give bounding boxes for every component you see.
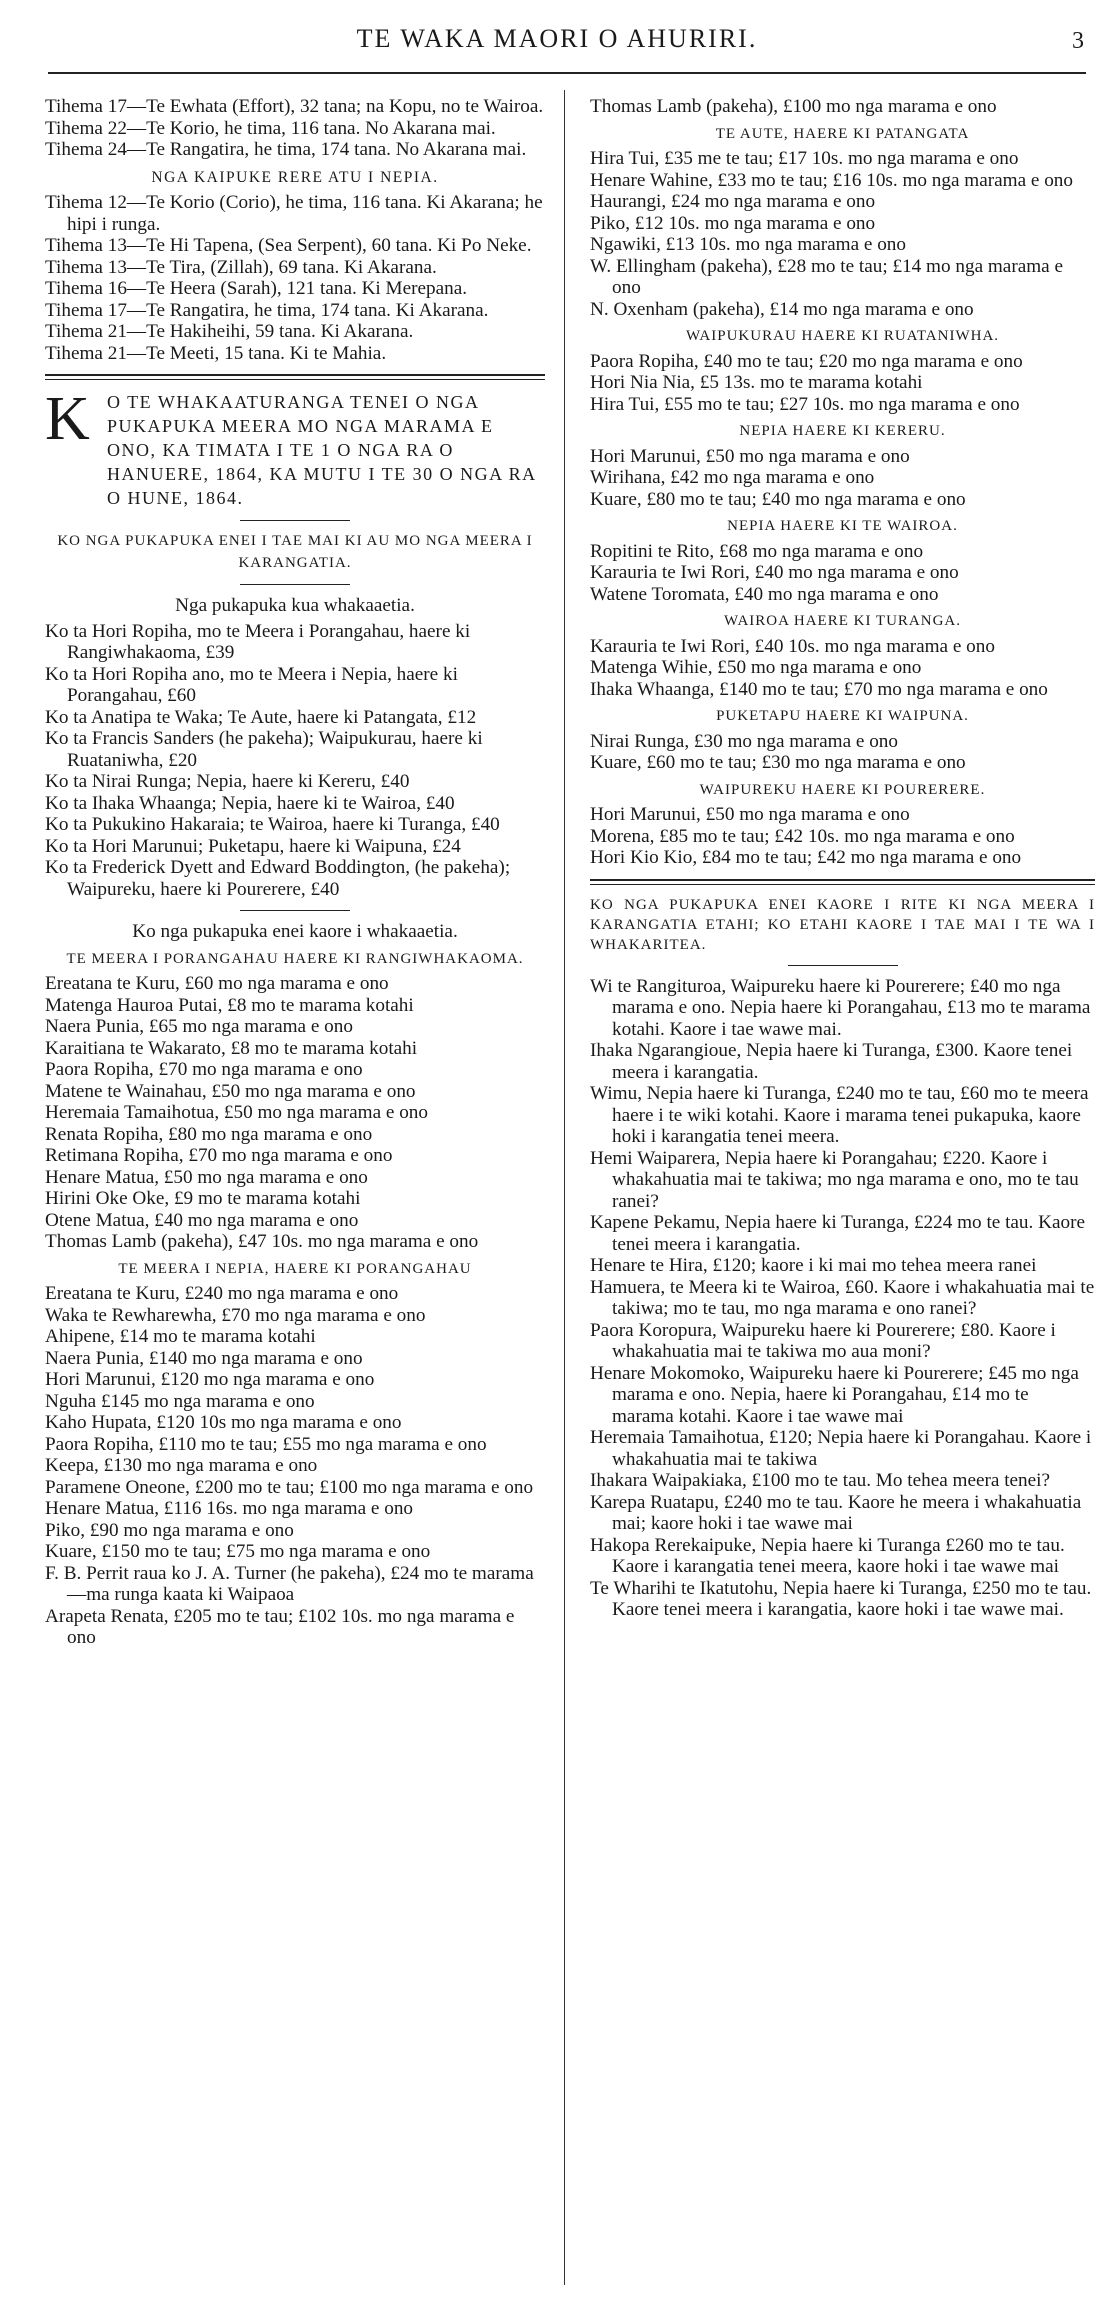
route-list [590,351,1095,416]
approved-entry: Ko ta Hori Ropiha, mo te Meera i Porangahau, haere ki Rangiwhakaoma, £39 [45,620,471,663]
bid-entry: Hori Marunui, £50 mo nga marama e ono [590,445,910,467]
bid-entry: Piko, £12 10s. mo nga marama e ono [590,212,876,234]
column-divider [564,90,565,2285]
bid-entry: Nguha £145 mo nga marama e ono [45,1390,315,1412]
late-list [590,976,1095,1621]
late-entry: Wi te Rangituroa, Waipureku haere ki Pourerere; £40 mo nga marama e ono. Nepia haere ki Porangahau, £13 mo te marama kotahi. Kaore i tae wawe mai. [590,975,1091,1040]
approved-heading: Nga pukapuka kua whakaaetia. [175,595,415,616]
drop-cap: K [45,385,92,453]
departure-entry: Tihema 16—Te Heera (Sarah), 121 tana. Ki Merepana. [45,278,468,299]
route-list [590,804,1095,869]
departures-list [45,192,545,364]
bid-entry: F. B. Perrit raua ko J. A. Turner (he pakeha), £24 mo te marama—ma runga kaata ki Waipaoa [45,1562,534,1605]
bid-entry: Ihaka Whaanga, £140 mo te tau; £70 mo nga marama e ono [590,678,1048,700]
route-heading: WAIPUREKU HAERE KI POURERERE. [699,781,986,798]
page-header [0,0,1114,70]
received-heading: KO NGA PUKAPUKA ENEI I TAE MAI KI AU MO NGA MEERA I KARANGATIA. [57,533,533,571]
bid-entry: Matenga Wihie, £50 mo nga marama e ono [590,657,922,678]
bid-entry: Henare Matua, £116 16s. mo nga marama e ono [45,1498,414,1519]
mail-notice [45,385,545,510]
section-rule [45,374,545,380]
short-rule [240,520,350,521]
late-entry: Hakopa Rerekaipuke, Nepia haere ki Turanga £260 mo te tau. Kaore i karangatia tenei meera, kaore hoki i tae wawe mai [590,1534,1065,1577]
late-entry: Henare Mokomoko, Waipureku haere ki Pourerere; £45 mo nga marama e ono. Nepia, haere ki Porangahau, £14 mo te marama kotahi. Kaore i tae wawe mai [590,1362,1079,1427]
bid-entry: Piko, £90 mo nga marama e ono [45,1519,294,1541]
route-heading: TE MEERA I NEPIA, HAERE KI PORANGAHAU [118,1260,472,1277]
approved-entry: Ko ta Francis Sanders (he pakeha); Waipukurau, haere ki Ruataniwha, £20 [45,728,483,771]
bid-entry: Henare Matua, £50 mo nga marama e ono [45,1166,368,1188]
not-approved-heading: Ko nga pukapuka enei kaore i whakaaetia. [132,921,458,942]
bid-entry: Wirihana, £42 mo nga marama e ono [590,467,875,488]
left-column [45,96,545,1649]
bid-entry: Naera Punia, £140 mo nga marama e ono [45,1347,363,1369]
route-list [45,1283,545,1649]
bid-entry: Hori Marunui, £50 mo nga marama e ono [590,804,910,825]
bid-entry: Morena, £85 mo te tau; £42 10s. mo nga marama e ono [590,825,1015,847]
bid-entry: Ropitini te Rito, £68 mo nga marama e ono [590,540,924,562]
route-heading: WAIROA HAERE KI TURANGA. [723,613,962,629]
bid-entry: Thomas Lamb (pakeha), £100 mo nga marama e ono [590,96,997,117]
bid-entry: Kuare, £150 mo te tau; £75 mo nga marama e ono [45,1541,431,1562]
late-entry: Karepa Ruatapu, £240 mo te tau. Kaore he meera i whakahuatia mai; kaore hoki i tae wawe mai [590,1491,1082,1534]
arrivals-list [45,96,545,161]
short-rule [240,584,350,585]
bid-entry: Matene te Wainahau, £50 mo nga marama e ono [45,1080,416,1102]
bid-entry: Hira Tui, £55 mo te tau; £27 10s. mo nga marama e ono [590,393,1020,415]
bid-entry: Arapeta Renata, £205 mo te tau; £102 10s. mo nga marama e ono [45,1605,515,1648]
bid-entry: Karauria te Iwi Rori, £40 mo nga marama e ono [590,562,959,583]
bid-entry: Kaho Hupata, £120 10s mo nga marama e ono [45,1412,402,1433]
route-heading: NEPIA HAERE KI KERERU. [739,423,946,439]
bid-entry: Paora Ropiha, £40 mo te tau; £20 mo nga marama e ono [590,350,1023,372]
route-list [590,731,1095,774]
late-entry: Hamuera, te Meera ki te Wairoa, £60. Kaore i whakahuatia mai te takiwa; mo te tau, mo nga marama e ono ranei? [590,1276,1095,1319]
header-rule [48,72,1086,74]
late-entry: Hemi Waiparera, Nepia haere ki Porangahau; £220. Kaore i whakahuatia mai te takiwa; mo nga marama e ono, mo te tau ranei? [590,1147,1079,1212]
departures-heading: NGA KAIPUKE RERE ATU I NEPIA. [151,168,439,186]
bid-entry: Paramene Oneone, £200 mo te tau; £100 mo nga marama e ono [45,1476,534,1498]
route-heading: TE AUTE, HAERE KI PATANGATA [715,125,970,142]
short-rule [240,910,350,911]
approved-entry: Ko ta Ihaka Whaanga; Nepia, haere ki te Wairoa, £40 [45,792,455,814]
bid-entry: Karaitiana te Wakarato, £8 mo te marama kotahi [45,1037,418,1059]
bid-entry: W. Ellingham (pakeha), £28 mo te tau; £14 mo nga marama e ono [590,255,1063,298]
approved-entry: Ko ta Anatipa te Waka; Te Aute, haere ki Patangata, £12 [45,706,477,728]
route-list [590,541,1095,606]
departure-entry: Tihema 17—Te Rangatira, he tima, 174 tana. Ki Akarana. [45,299,489,321]
bid-entry: Karauria te Iwi Rori, £40 10s. mo nga marama e ono [590,635,995,657]
route-list [590,148,1095,320]
departure-entry: Tihema 12—Te Korio (Corio), he tima, 116 tana. Ki Akarana; he hipi i runga. [45,192,543,235]
bid-entry: Ngawiki, £13 10s. mo nga marama e ono [590,234,906,255]
late-entry: Ihakara Waipakiaka, £100 mo te tau. Mo tehea meera tenei? [590,1470,1050,1491]
late-entry: Te Wharihi te Ikatutohu, Nepia haere ki Turanga, £250 mo te tau. Kaore tenei meera i karangatia, kaore hoki i tae wawe mai. [590,1577,1092,1620]
bid-entry: Naera Punia, £65 mo nga marama e ono [45,1016,353,1037]
short-rule [788,965,898,966]
bid-entry: Ereatana te Kuru, £240 mo nga marama e ono [45,1283,399,1304]
bid-entry: Hira Tui, £35 me te tau; £17 10s. mo nga marama e ono [590,148,1019,169]
bid-entry: Nirai Runga, £30 mo nga marama e ono [590,730,898,752]
section-rule [590,879,1095,885]
page-number: 3 [1072,28,1084,54]
arrival-entry: Tihema 17—Te Ewhata (Effort), 32 tana; na Kopu, no te Wairoa. [45,96,544,117]
bid-entry: Otene Matua, £40 mo nga marama e ono [45,1209,359,1231]
approved-entry: Ko ta Frederick Dyett and Edward Boddington, (he pakeha); Waipureku, haere ki Pourerere, £40 [45,857,511,900]
route-list [590,446,1095,511]
route-heading: WAIPUKURAU HAERE KI RUATANIWHA. [685,328,1000,344]
late-entry: Ihaka Ngarangioue, Nepia haere ki Turanga, £300. Kaore tenei meera i karangatia. [590,1040,1073,1083]
bid-entry: Matenga Hauroa Putai, £8 mo te marama kotahi [45,994,414,1016]
notice-text: O TE WHAKAATURANGA TENEI O NGA PUKAPUKA MEERA MO NGA MARAMA E ONO, KA TIMATA I TE 1 O NGA RA O HANUERE, 1864, KA MUTU I TE 30 O NGA RA O HUNE, 1864. [107,392,536,508]
bid-entry: Keepa, £130 mo nga marama e ono [45,1455,318,1476]
bid-entry: Waka te Rewharewha, £70 mo nga marama e ono [45,1304,426,1326]
bid-entry: Paora Ropiha, £110 mo te tau; £55 mo nga marama e ono [45,1433,487,1455]
departure-entry: Tihema 13—Te Hi Tapena, (Sea Serpent), 60 tana. Ki Po Neke. [45,235,532,256]
bid-entry: Renata Ropiha, £80 mo nga marama e ono [45,1123,373,1145]
arrival-entry: Tihema 24—Te Rangatira, he tima, 174 tana. No Akarana mai. [45,139,527,160]
approved-entry: Ko ta Pukukino Hakaraia; te Wairoa, haere ki Turanga, £40 [45,814,500,835]
bid-entry: Retimana Ropiha, £70 mo nga marama e ono [45,1145,393,1166]
late-entry: Heremaia Tamaihotua, £120; Nepia haere ki Porangahau. Kaore i whakahuatia mai te takiwa [590,1427,1092,1470]
bid-entry: Kuare, £80 mo te tau; £40 mo nga marama e ono [590,488,966,510]
departure-entry: Tihema 13—Te Tira, (Zillah), 69 tana. Ki Akarana. [45,256,437,278]
bid-entry: Hori Nia Nia, £5 13s. mo te marama kotahi [590,372,923,393]
late-entry: Kapene Pekamu, Nepia haere ki Turanga, £224 mo te tau. Kaore tenei meera i karangatia. [590,1212,1085,1255]
approved-entry: Ko ta Hori Ropiha ano, mo te Meera i Nepia, haere ki Porangahau, £60 [45,663,458,706]
route-list [45,973,545,1253]
bid-entry: N. Oxenham (pakeha), £14 mo nga marama e ono [590,298,974,320]
late-entry: Paora Koropura, Waipureku haere ki Pourerere; £80. Kaore i whakahuatia mai te takiwa mo aua moni? [590,1319,1056,1362]
late-entry: Henare te Hira, £120; kaore i ki mai mo tehea meera ranei [590,1255,1037,1276]
bid-entry: Hirini Oke Oke, £9 mo te marama kotahi [45,1188,361,1209]
bid-entry: Ereatana te Kuru, £60 mo nga marama e ono [45,973,389,994]
departure-entry: Tihema 21—Te Hakiheihi, 59 tana. Ki Akarana. [45,321,414,342]
route-heading: PUKETAPU HAERE KI WAIPUNA. [716,708,969,724]
bid-entry: Ahipene, £14 mo te marama kotahi [45,1326,316,1347]
route-heading: TE MEERA I PORANGAHAU HAERE KI RANGIWHAKAOMA. [66,950,524,967]
departure-entry: Tihema 21—Te Meeti, 15 tana. Ki te Mahia. [45,342,387,364]
approved-entry: Ko ta Nirai Runga; Nepia, haere ki Kereru, £40 [45,771,410,792]
bid-entry: Watene Toromata, £40 mo nga marama e ono [590,583,939,605]
bid-entry: Heremaia Tamaihotua, £50 mo nga marama e ono [45,1102,428,1123]
bid-entry: Hori Marunui, £120 mo nga marama e ono [45,1369,375,1390]
late-entry: Wimu, Nepia haere ki Turanga, £240 mo te tau, £60 mo te meera haere i te wiki kotahi. Kaore i marama tenei pukapuka, kaore hoki i karangatia tenei meera. [590,1083,1089,1147]
right-column [590,96,1095,1621]
bid-entry: Paora Ropiha, £70 mo nga marama e ono [45,1059,363,1080]
bid-entry: Thomas Lamb (pakeha), £47 10s. mo nga marama e ono [45,1231,479,1252]
bid-entry: Haurangi, £24 mo nga marama e ono [590,191,876,212]
bid-entry: Kuare, £60 mo te tau; £30 mo nga marama e ono [590,752,966,773]
route-heading: NEPIA HAERE KI TE WAIROA. [727,518,958,534]
approved-list [45,621,545,901]
bid-entry: Henare Wahine, £33 mo te tau; £16 10s. mo nga marama e ono [590,169,1073,191]
arrival-entry: Tihema 22—Te Korio, he tima, 116 tana. No Akarana mai. [45,117,496,139]
late-notice: KO NGA PUKAPUKA ENEI KAORE I RITE KI NGA MEERA I KARANGATIA ETAHI; KO ETAHI KAORE I TAE MAI I TE WA I WHAKARITEA. [590,896,1095,953]
route-list [590,636,1095,701]
page-title: TE WAKA MAORI O AHURIRI. [356,24,758,53]
bid-entry: Hori Kio Kio, £84 mo te tau; £42 mo nga marama e ono [590,847,1022,868]
approved-entry: Ko ta Hori Marunui; Puketapu, haere ki Waipuna, £24 [45,835,461,857]
